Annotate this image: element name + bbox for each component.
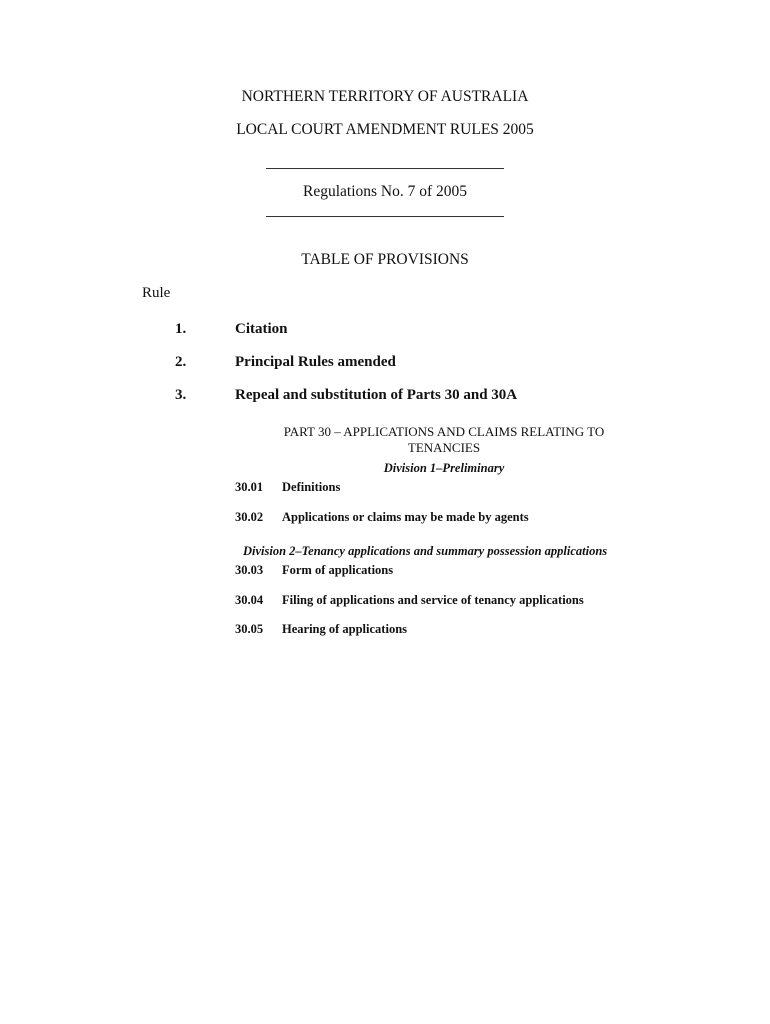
provision-number: 1.: [175, 321, 187, 337]
rule-number: 30.05: [235, 622, 264, 636]
provision-title: Repeal and substitution of Parts 30 and 30A: [235, 387, 518, 403]
regulations-number: Regulations No. 7 of 2005: [302, 183, 468, 200]
provision-title: Principal Rules amended: [235, 354, 396, 370]
rule-number: 30.02: [235, 510, 264, 524]
rule-number: 30.04: [235, 593, 264, 607]
provision-number: 2.: [175, 354, 187, 370]
division-1-heading: Division 1–Preliminary: [383, 461, 505, 475]
rule-number: 30.01: [235, 480, 264, 494]
rule-title: Definitions: [282, 480, 341, 494]
divider-bottom: [266, 216, 504, 217]
document-title: LOCAL COURT AMENDMENT RULES 2005: [236, 121, 534, 138]
provision-number: 3.: [175, 387, 187, 403]
rule-title: Filing of applications and service of tenancy applications: [282, 593, 584, 607]
rule-title: Hearing of applications: [282, 622, 408, 636]
jurisdiction-heading: NORTHERN TERRITORY OF AUSTRALIA: [241, 88, 529, 105]
divider-top: [266, 168, 504, 169]
rule-column-label: Rule: [142, 285, 171, 301]
rule-title: Form of applications: [282, 563, 394, 577]
rule-number: 30.03: [235, 563, 264, 577]
division-2-heading: Division 2–Tenancy applications and summary possession applications: [243, 544, 608, 558]
part-30-heading: PART 30 – APPLICATIONS AND CLAIMS RELATING TO TENANCIES: [283, 424, 605, 455]
toc-heading: TABLE OF PROVISIONS: [301, 251, 469, 268]
provision-title: Citation: [235, 321, 288, 337]
rule-title: Applications or claims may be made by agents: [282, 510, 529, 524]
